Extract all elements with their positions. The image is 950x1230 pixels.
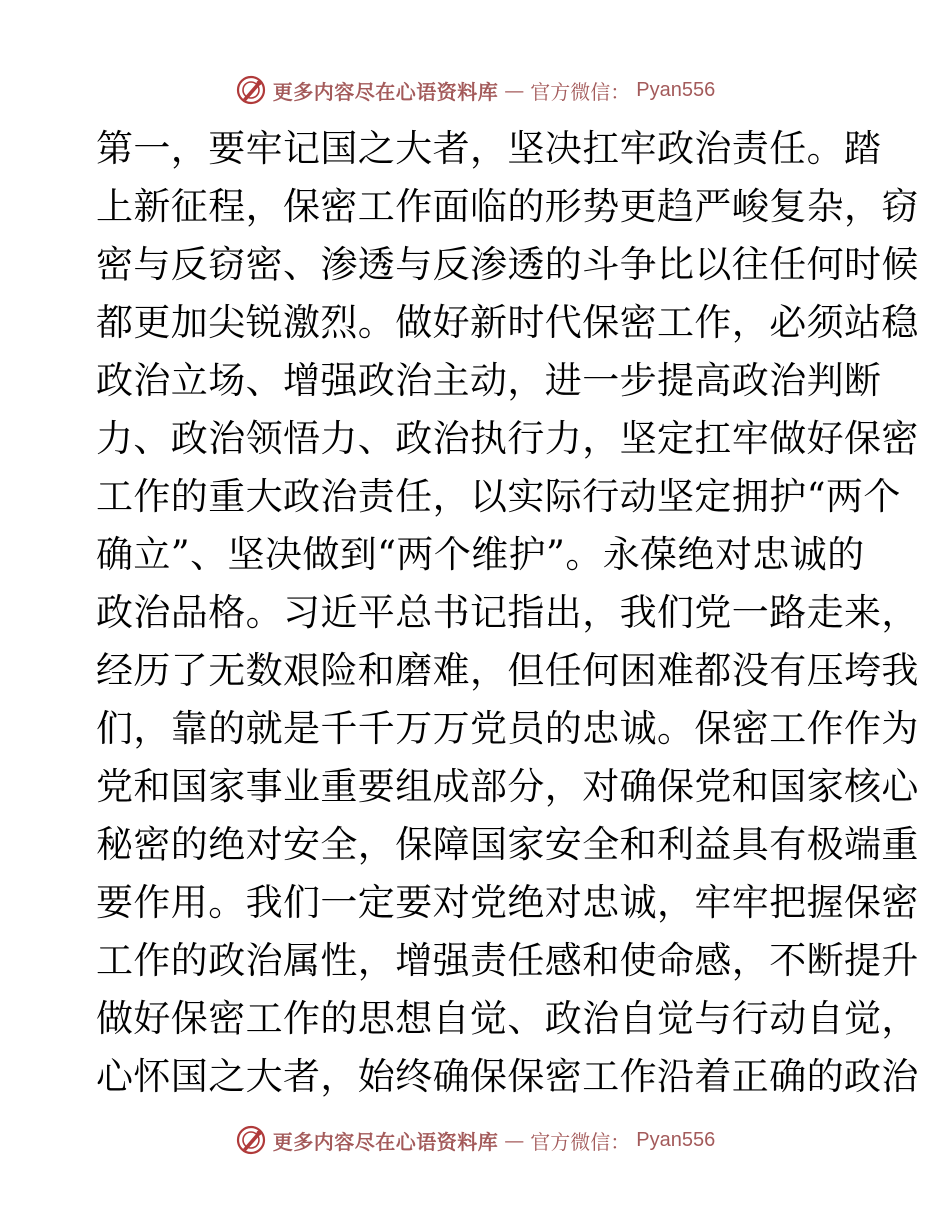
body-text-line: 工作的重大政治责任，以实际行动坚定拥护“两个 [96,475,901,518]
body-text-line: 政治品格。习近平总书记指出，我们党一路走来， [96,591,919,634]
library-logo-icon [235,74,267,106]
document-body [96,120,919,1106]
header-slogan: 更多内容尽在心语资料库 [272,79,499,104]
body-text-line: 党和国家事业重要组成部分，对确保党和国家核心 [96,765,919,808]
body-text-line: 秘密的绝对安全，保障国家安全和利益具有极端重 [96,823,919,866]
library-logo-icon [235,1124,267,1156]
footer-dash: — [504,1128,525,1152]
body-text-line: 心怀国之大者，始终确保保密工作沿着正确的政治 [96,1055,919,1098]
body-text-line: 力、政治领悟力、政治执行力，坚定扛牢做好保密 [96,417,919,460]
footer-slogan: 更多内容尽在心语资料库 [272,1129,499,1154]
body-text-line: 们，靠的就是千千万万党员的忠诚。保密工作作为 [96,707,919,750]
body-text-line: 第一，要牢记国之大者，坚决扛牢政治责任。踏 [96,127,882,170]
body-text-line: 上新征程，保密工作面临的形势更趋严峻复杂，窃 [96,185,919,228]
footer-wechat-label: 官方微信： [530,1129,631,1154]
body-text-line: 要作用。我们一定要对党绝对忠诚，牢牢把握保密 [96,881,919,924]
body-text-line: 政治立场、增强政治主动，进一步提高政治判断 [96,359,882,402]
body-text-line: 工作的政治属性，增强责任感和使命感，不断提升 [96,939,919,982]
footer-watermark-banner [0,1122,950,1158]
header-wechat-id: Pyan556 [636,78,716,101]
header-dash: — [504,78,525,102]
body-text-line: 经历了无数艰险和磨难，但任何困难都没有压垮我 [96,649,919,692]
body-text-line: 确立”、坚决做到“两个维护”。永葆绝对忠诚的 [96,533,865,576]
header-watermark-banner [0,72,950,108]
header-wechat-label: 官方微信： [530,79,631,104]
body-text-line: 都更加尖锐激烈。做好新时代保密工作，必须站稳 [96,301,919,344]
body-text-line: 密与反窃密、渗透与反渗透的斗争比以往任何时候 [96,243,919,286]
body-text-line: 做好保密工作的思想自觉、政治自觉与行动自觉， [96,997,919,1040]
footer-wechat-id: Pyan556 [636,1128,716,1151]
